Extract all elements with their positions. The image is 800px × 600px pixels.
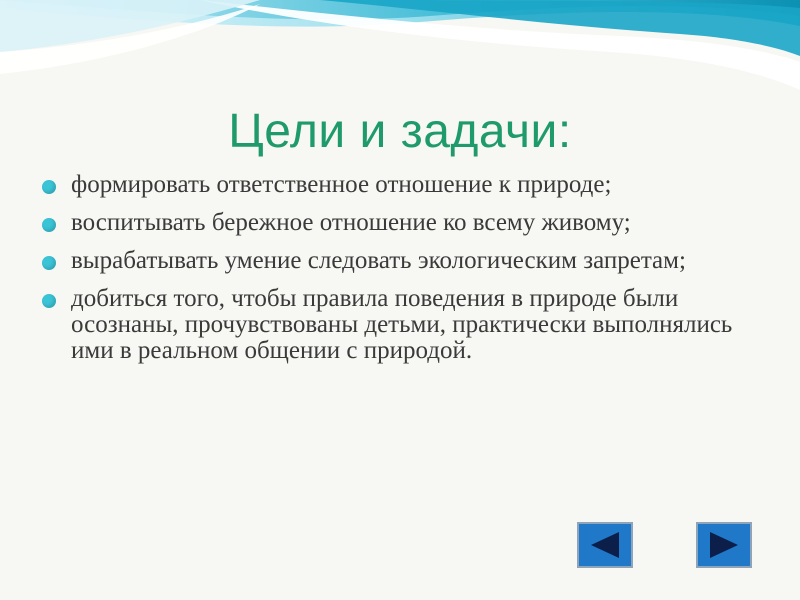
list-item-text: воспитывать бережное отношение ко всему живому; [71,209,631,236]
list-item-text: вырабатывать умение следовать экологическим запретам; [71,247,686,274]
goals-list [40,172,760,376]
list-item-text: формировать ответственное отношение к природе; [71,171,612,198]
bullet-dot-icon [42,180,56,194]
triangle-right-icon [698,524,750,566]
list-item [40,172,760,198]
previous-slide-button[interactable] [577,522,633,568]
list-item [40,210,760,236]
header-wave-decoration [0,0,800,110]
triangle-left-icon [579,524,631,566]
list-item [40,248,760,274]
bullet-dot-icon [42,294,56,308]
bullet-dot-icon [42,256,56,270]
slide-title: Цели и задачи: [228,105,572,158]
next-slide-button[interactable] [696,522,752,568]
list-item-text: добиться того, чтобы правила поведения в природе были осознаны, прочувствованы детьми, практически выполнялись ими в реальном общении с природой. [71,285,733,364]
bullet-dot-icon [42,218,56,232]
list-item [40,286,760,364]
